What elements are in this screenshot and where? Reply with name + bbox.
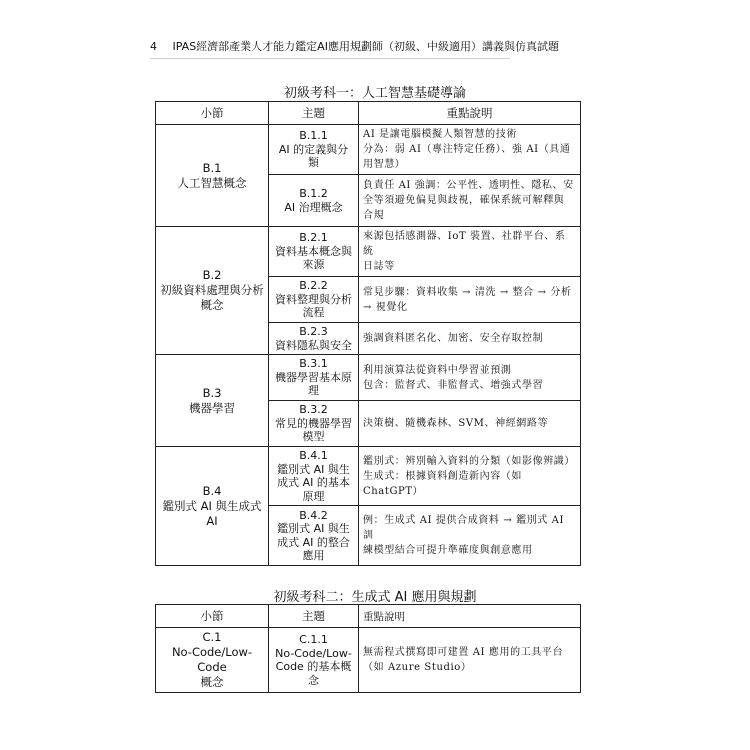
table-row <box>156 628 581 693</box>
section-name: 機器學習 <box>189 400 235 415</box>
desc-cell <box>359 227 581 277</box>
section-cell <box>156 447 269 566</box>
section-cell <box>156 125 269 227</box>
topic-cell <box>269 447 359 506</box>
header-topic: 主題 <box>269 605 359 628</box>
topic-cell <box>269 277 359 323</box>
topic-cell <box>269 506 359 566</box>
topic-line: 成式 AI 的整合 <box>277 535 350 549</box>
desc-cell <box>359 447 581 506</box>
topic-line: 應用 <box>302 549 325 562</box>
desc-line: 常見步驟：資料收集 → 清洗 → 整合 → 分析 <box>363 286 572 298</box>
topic-cell <box>269 401 359 447</box>
topic-line: 來源 <box>302 258 325 272</box>
topic-code: B.4.2 <box>299 508 328 522</box>
section-name: 初級資料處理與分析概念 <box>160 283 264 312</box>
section-code: B.3 <box>202 385 222 400</box>
desc-line: 鑑別式：辨別輸入資料的分類（如影像辨識） <box>363 455 575 467</box>
topic-line: 資料基本概念與 <box>275 244 352 258</box>
section-name: 概念 <box>200 675 224 689</box>
section-name: 人工智慧概念 <box>177 175 247 190</box>
section-name: 鑑別式 AI 與生成式 AI <box>162 498 262 528</box>
topic-line: 鑑別式 AI 與生 <box>277 522 350 535</box>
table-row <box>156 447 581 506</box>
topic-line: No-Code/Low- <box>275 646 352 660</box>
topic-code: B.2.3 <box>299 325 328 338</box>
header-section: 小節 <box>156 605 269 628</box>
table2-title: 初級考科二：生成式 AI 應用與規劃 <box>273 590 477 605</box>
topic-code: C.1.1 <box>299 633 328 646</box>
desc-cell <box>359 506 581 566</box>
topic-line: 理 <box>308 384 319 398</box>
running-title: IPAS經濟部產業人才能力鑑定AI應用規劃師（初級、中級適用）講義與仿真試題 <box>172 40 559 53</box>
topic-line: AI 治理概念 <box>284 200 343 214</box>
topic-line: 成式 AI 的基本 <box>277 476 350 489</box>
desc-line: 利用演算法從資料中學習並預測 <box>363 364 512 376</box>
syllabus-table-1 <box>155 101 581 566</box>
desc-line: 全等須避免偏見與歧視，確保系統可解釋與 <box>363 195 565 206</box>
topic-cell <box>269 355 359 401</box>
header-desc: 重點說明 <box>359 102 581 125</box>
header-topic: 主題 <box>269 102 359 125</box>
topic-cell <box>269 227 359 277</box>
desc-line: 例：生成式 AI 提供合成資料 → 鑑別式 AI 訓 <box>363 515 565 541</box>
topic-code: B.3.2 <box>299 403 328 417</box>
section-name: No-Code/Low-Code <box>171 645 253 674</box>
desc-line: 來源包括感測器、IoT 裝置、社群平台、系統 <box>363 231 566 257</box>
desc-line: 日誌等 <box>363 261 395 272</box>
section-cell <box>156 355 269 447</box>
desc-cell <box>359 277 581 323</box>
desc-line: 合規 <box>363 210 385 221</box>
page-number: 4 <box>150 40 157 53</box>
desc-line: 練模型結合可提升準確度與創意應用 <box>363 545 533 556</box>
section-code: B.2 <box>202 268 222 282</box>
topic-line: 鑑別式 AI 與生 <box>277 462 350 476</box>
topic-cell <box>269 125 359 175</box>
syllabus-table-2 <box>155 604 581 693</box>
table1-title: 初級考科一：人工智慧基礎導論 <box>283 86 466 101</box>
desc-line: 分為：弱 AI（專注特定任務）、強 AI（具通 <box>363 144 571 155</box>
topic-line: Code 的基本概 <box>275 660 352 673</box>
topic-cell <box>269 323 359 355</box>
desc-line: 無需程式撰寫即可建置 AI 應用的工具平台 <box>363 647 564 658</box>
topic-line: 原理 <box>302 489 325 503</box>
topic-line: 資料整理與分析 <box>275 292 352 306</box>
topic-code: B.4.1 <box>299 449 328 462</box>
desc-line: （如 Azure Studio） <box>363 662 472 673</box>
desc-cell <box>359 401 581 447</box>
desc-cell <box>359 323 581 355</box>
desc-line: → 視覺化 <box>363 301 408 313</box>
section-cell <box>156 227 269 355</box>
topic-code: B.1.1 <box>299 129 328 143</box>
topic-line: 機器學習基本原 <box>275 370 352 384</box>
desc-line: AI 是讓電腦模擬人類智慧的技術 <box>363 129 517 140</box>
topic-line: 常見的機器學習 <box>275 416 352 430</box>
desc-cell <box>359 125 581 175</box>
topic-code: B.2.1 <box>299 231 328 245</box>
desc-line: 包含：監督式、非監督式、增強式學習 <box>363 379 544 391</box>
header-rule <box>150 58 510 59</box>
topic-line: 流程 <box>302 306 325 320</box>
table-row <box>156 355 581 401</box>
running-header <box>150 38 559 54</box>
table-row <box>156 125 581 175</box>
header-section: 小節 <box>156 102 269 125</box>
section-cell <box>156 628 269 693</box>
topic-code: B.3.1 <box>299 357 328 371</box>
topic-code: B.1.2 <box>299 187 328 200</box>
desc-cell <box>359 355 581 401</box>
topic-line: AI 的定義與分 <box>278 142 349 156</box>
desc-line: 用智慧） <box>363 159 406 170</box>
desc-cell <box>359 628 581 693</box>
section-code: B.1 <box>202 160 222 175</box>
desc-cell <box>359 175 581 227</box>
topic-line: 模型 <box>302 430 325 444</box>
desc-line: 負責任 AI 強調：公平性、透明性、隱私、安 <box>363 180 574 191</box>
section-code: C.1 <box>202 630 222 644</box>
table-row <box>156 227 581 277</box>
desc-line: 生成式：根據資料創造新內容（如 ChatGPT） <box>363 470 522 497</box>
table-header-row <box>156 605 581 628</box>
section-code: B.4 <box>202 483 222 498</box>
topic-line: 資料隱私與安全 <box>275 338 352 352</box>
topic-line: 類 <box>308 156 319 170</box>
topic-cell <box>269 175 359 227</box>
header-desc: 重點說明 <box>359 605 581 628</box>
topic-code: B.2.2 <box>299 279 328 293</box>
table-header-row <box>156 102 581 125</box>
topic-cell <box>269 628 359 693</box>
topic-line: 念 <box>308 673 319 687</box>
desc-line: 決策樹、隨機森林、SVM、神經網路等 <box>363 418 549 429</box>
desc-line: 強調資料匿名化、加密、安全存取控制 <box>363 333 544 344</box>
